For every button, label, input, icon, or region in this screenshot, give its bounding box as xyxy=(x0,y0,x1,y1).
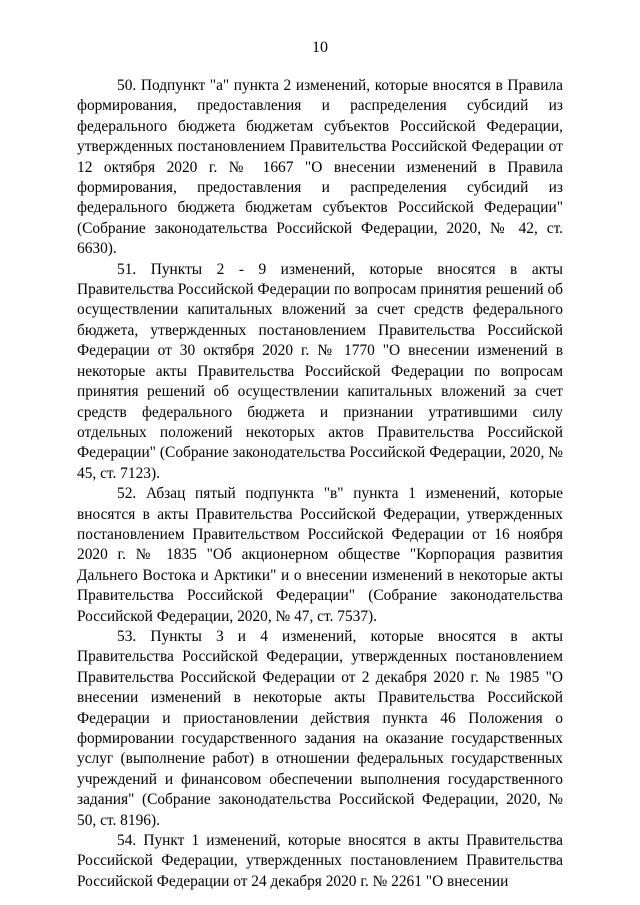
document-body xyxy=(77,76,563,892)
paragraph-53: 53. Пункты 3 и 4 изменений, которые вносятся в акты Правительства Российской Федерации, утвержденных постановлением Правительства Российской Федерации от 2 декабря 2020 г. № 1985 "О внесении изменений в некоторые акты Правительства Российской Федерации и приостановлении действия пункта 46 Положения о формировании государственного задания на оказание государственных услуг (выполнение работ) в отношении федеральных государственных учреждений и финансовом обеспечении выполнения государственного задания" (Собрание законодательства Российской Федерации, 2020, № 50, ст. 8196). xyxy=(77,627,563,829)
paragraph-50: 50. Подпункт "а" пункта 2 изменений, которые вносятся в Правила формирования, предоставления и распределения субсидий из федерального бюджета бюджетам субъектов Российской Федерации, утвержденных постановлением Правительства Российской Федерации от 12 октября 2020 г. № 1667 "О внесении изменений в Правила формирования, предоставления и распределения субсидий из федерального бюджета бюджетам субъектов Российской Федерации" (Собрание законодательства Российской Федерации, 2020, № 42, ст. 6630). xyxy=(77,77,563,258)
paragraph-52: 52. Абзац пятый подпункта "в" пункта 1 изменений, которые вносятся в акты Правительства Российской Федерации, утвержденных постановлением Правительством Российской Федерации от 16 ноября 2020 г. № 1835 "Об акционерном обществе "Корпорация развития Дальнего Востока и Арктики" и о внесении изменений в некоторые акты Правительства Российской Федерации" (Собрание законодательства Российской Федерации, 2020, № 47, ст. 7537). xyxy=(77,485,563,625)
paragraph-51: 51. Пункты 2 - 9 изменений, которые вносятся в акты Правительства Российской Федерации по вопросам принятия решений об осуществлении капитальных вложений за счет средств федерального бюджета, утвержденных постановлением Правительства Российской Федерации от 30 октября 2020 г. № 1770 "О внесении изменений в некоторые акты Правительства Российской Федерации по вопросам принятия решений об осуществлении капитальных вложений за счет средств федерального бюджета и признании утратившими силу отдельных положений некоторых актов Правительства Российской Федерации" (Собрание законодательства Российской Федерации, 2020, № 45, ст. 7123). xyxy=(77,260,563,482)
page-number: 10 xyxy=(312,39,328,56)
paragraph-54: 54. Пункт 1 изменений, которые вносятся в акты Правительства Российской Федерации, утвержденных постановлением Правительства Российской Федерации от 24 декабря 2020 г. № 2261 "О внесении xyxy=(77,832,563,890)
